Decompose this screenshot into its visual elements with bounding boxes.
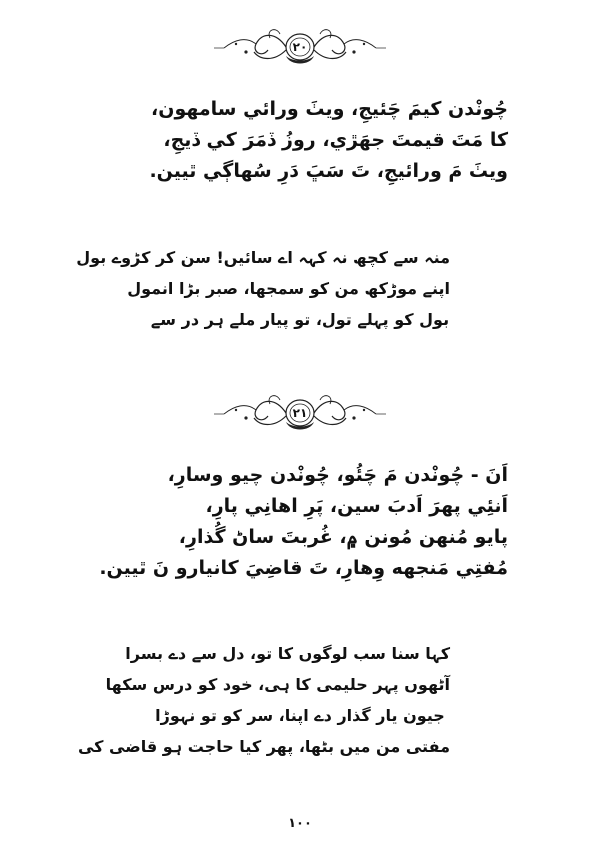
verse-number: ۲۰ [292,40,308,54]
sindhi-line: چُونْدن كيمَ چَئيجِ، ويٺَ ورائي سامهون، [151,98,508,120]
sindhi-line: پايو مُنهن مُونن ۾، غُربتَ ساڻ گُذارِ، [178,526,508,548]
sindhi-stanza [82,94,508,187]
page-number: ۱۰۰ [288,816,312,831]
sindhi-line: اَنئِي پهرَ اَدبَ سين، پَرِ اهانِي پارِ، [205,495,508,517]
urdu-stanza [76,242,450,335]
urdu-line: مفتی من میں بٹھا، پھر کیا حاجت ہو قاضی کی [77,737,450,756]
urdu-line: جیون یار گذار دے اپنا، سر کو تو نہوڑا [155,706,445,725]
sindhi-line: اَنَ - چُونْدن مَ چَئُو، چُونْدن چيو وسارِ، [167,464,508,486]
urdu-line: کہا سنا سب لوگوں کا تو، دل سے دے بسرا [125,644,450,663]
sindhi-line: كا مَتَ قيمتَ جهَڙي، روزُ ڏمَرَ كي ڏيجِ، [163,129,508,151]
sindhi-stanza [82,460,508,584]
verse-ornament [210,22,390,72]
urdu-stanza [77,638,450,762]
sindhi-line: ويٺَ مَ ورائيجِ، تَ سَڀَ دَرِ سُهاڳي ٿيين. [149,160,508,182]
urdu-line: بول کو پہلے تول، تو پیار ملے ہر در سے [150,310,450,329]
sindhi-line: مُفتِي مَنجهه وِهارِ، تَ قاضِيَ كانيارو نَ ٿيين. [99,557,508,579]
urdu-line: آٹھوں پہر حلیمی کا ہی، خود کو درس سکھا [105,675,450,694]
verse-ornament [210,388,390,438]
verse-number: ۲۱ [292,406,308,420]
urdu-line: منہ سے کچھ نہ کہہ اے سائیں! سن کر کڑوے بول [76,248,450,267]
urdu-line: اپنے موڑکھ من کو سمجھا، صبر بڑا انمول [127,279,450,298]
